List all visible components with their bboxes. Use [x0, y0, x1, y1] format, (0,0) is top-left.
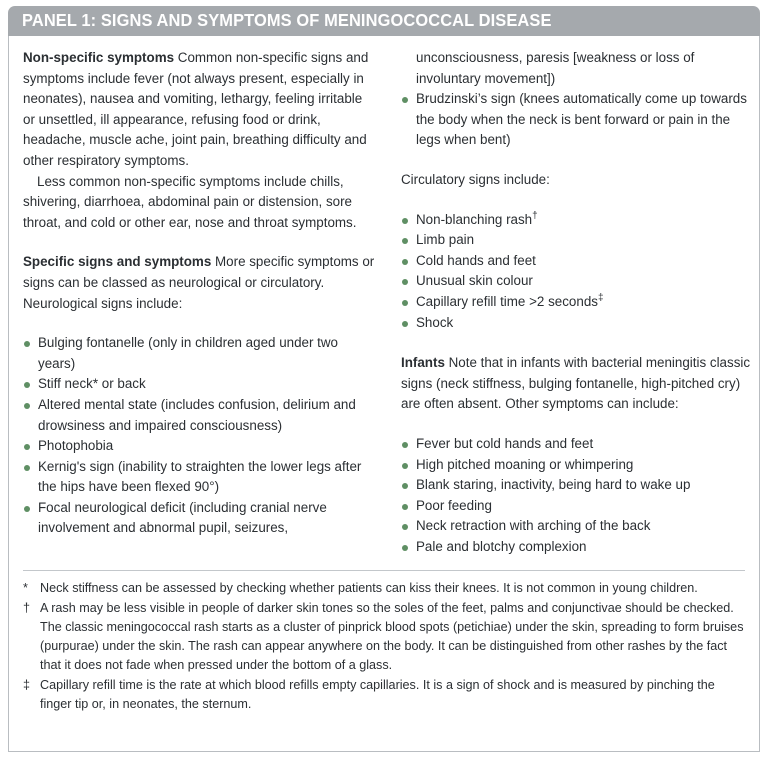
list-item: [401, 230, 753, 251]
neurological-signs-list: [23, 333, 375, 539]
spacer: [401, 415, 753, 434]
list-item: Photophobia: [23, 436, 375, 457]
list-item: [401, 313, 753, 334]
footnote-marker: †: [532, 210, 538, 222]
spacer: [23, 233, 375, 252]
spacer: [401, 191, 753, 210]
nonspecific-symptoms-body: Common non-specific signs and symptoms include fever (not always present, especially in neonates), nausea and vomiting, lethargy, feeling irritable or unsettled, ill appearance, refusing food or drink, headache, muscle ache, joint pain, breathing difficulty and other respiratory symptoms.: [23, 50, 369, 168]
spacer: [401, 333, 753, 353]
specific-symptoms-lead: Specific signs and symptoms: [23, 254, 212, 270]
footnote-text: A rash may be less visible in people of darker skin tones so the soles of the feet, palms and conjunctivae should be checked. The classic meningococcal rash starts as a cluster of pinprick blood spots (petichiae) under the skin, spreading to form bruises (purpurae) under the skin. The rash can appear anywhere on the body. It can be distinguished from other rashes by the fact that it does not fade when pressed under the bottom of a glass.: [40, 601, 744, 672]
footnote-marker: ‡: [597, 292, 604, 304]
spacer: [401, 151, 753, 170]
nonspecific-symptoms-lead: Non-specific symptoms: [23, 50, 175, 65]
list-item: Kernig's sign (inability to straighten the lower legs after the hips have been flexed 90°): [23, 457, 375, 498]
list-item: [401, 271, 753, 292]
footnote-text: Capillary refill time is the rate at which blood refills empty capillaries. It is a sign of shock and is measured by pinching the finger tip or, in neonates, the sternum.: [40, 678, 715, 711]
footnote-marker: †: [23, 601, 31, 615]
list-item-label: Non-blanching rash: [416, 211, 533, 227]
specific-symptoms-paragraph: [23, 252, 375, 314]
infants-body: Note that in infants with bacterial meningitis classic signs (neck stiffness, bulging fontanelle, high-pitched cry) are often absent. Other symptoms can include:: [401, 355, 751, 412]
list-item: Altered mental state (includes confusion, delirium and drowsiness and impaired consciousness): [23, 395, 375, 436]
right-column: [401, 48, 753, 560]
content-columns: [23, 48, 751, 560]
neurological-deficit-continuation: unconsciousness, paresis [weakness or loss of involuntary movement]): [416, 50, 695, 86]
circulatory-signs-heading: Circulatory signs include:: [401, 171, 550, 187]
nonspecific-symptoms-paragraph: [23, 48, 375, 172]
circulatory-signs-list: [401, 210, 753, 334]
left-column: [23, 48, 375, 560]
infants-lead: Infants: [401, 355, 445, 371]
list-item: Bulging fontanelle (only in children aged under two years): [23, 333, 375, 374]
infant-symptoms-list: [401, 434, 753, 558]
spacer: [23, 314, 375, 333]
footnote: [23, 676, 745, 714]
nonspecific-symptoms-second-paragraph: Less common non-specific symptoms include chills, shivering, diarrhoea, abdominal pain or distension, sore throat, and cold or other ear, nose and throat symptoms.: [23, 173, 357, 230]
list-item: Brudzinski’s sign (knees automatically come up towards the body when the neck is bent forward or pain in the legs when bent): [401, 89, 753, 151]
list-item-label: Shock: [416, 314, 454, 330]
list-item-label: Cold hands and feet: [416, 252, 536, 268]
footnotes-divider: [23, 570, 745, 571]
panel-body: [8, 36, 760, 752]
list-item-label: Limb pain: [416, 232, 475, 248]
footnote-marker: *: [23, 581, 28, 595]
list-item: Neck retraction with arching of the back: [401, 516, 753, 537]
list-item: Fever but cold hands and feet: [401, 434, 753, 455]
infants-paragraph: [401, 353, 753, 415]
list-item-label: Unusual skin colour: [416, 273, 533, 289]
brudzinski-sign-list: [401, 89, 753, 151]
panel-title: PANEL 1: SIGNS AND SYMPTOMS OF MENINGOCOCCAL DISEASE: [22, 10, 552, 31]
list-item-label: Capillary refill time >2 seconds: [416, 293, 598, 309]
specific-symptoms-body: More specific symptoms or signs can be classed as neurological or circulatory. Neurological signs include:: [23, 254, 375, 311]
list-item: Pale and blotchy complexion: [401, 537, 753, 558]
list-item: [401, 251, 753, 272]
list-item: Focal neurological deficit (including cranial nerve involvement and abnormal pupil, seizures,: [23, 498, 375, 539]
list-item: High pitched moaning or whimpering: [401, 455, 753, 476]
list-item: Blank staring, inactivity, being hard to wake up: [401, 475, 753, 496]
footnote: [23, 599, 745, 675]
footnote: [23, 579, 745, 598]
list-item: [401, 292, 753, 313]
panel-header: [8, 6, 760, 36]
list-item: Poor feeding: [401, 496, 753, 517]
list-item: Stiff neck* or back: [23, 374, 375, 395]
footnotes-section: [23, 579, 745, 714]
list-item: [401, 210, 753, 231]
footnote-marker: ‡: [23, 678, 31, 692]
footnote-text: Neck stiffness can be assessed by checking whether patients can kiss their knees. It is not common in young children.: [40, 581, 698, 595]
